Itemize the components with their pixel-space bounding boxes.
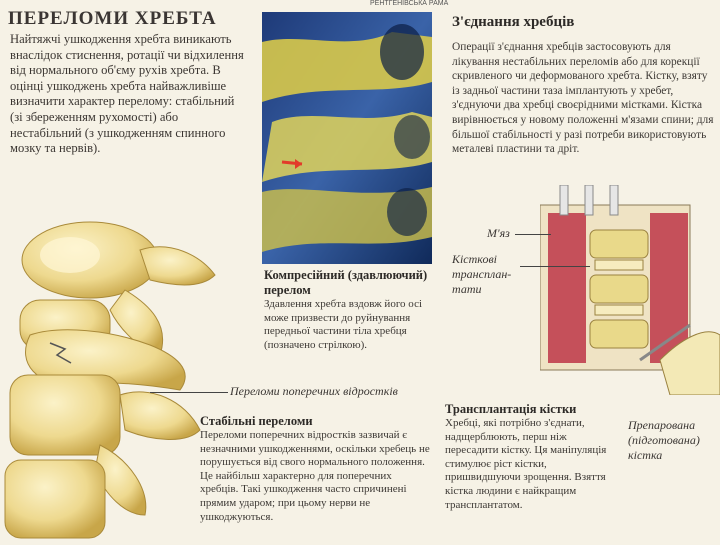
xray-label: РЕНТГЕНІВСЬКА РАМА bbox=[370, 0, 449, 7]
graft-caption bbox=[445, 402, 615, 512]
transverse-pointer-line bbox=[150, 392, 228, 393]
stable-body: Переломи поперечних відростків зазвичай є незначними ушкодженнями, оскільки хребець не порушується від свого нормального положення. Це найбільш характерно для поперечних хребців. Такі ушкодження часто спричинені прямим ударом; при цьому нерви не ушкоджуються. bbox=[200, 429, 430, 523]
compression-title: Компресійний (здавлюючий) перелом bbox=[264, 268, 428, 297]
stable-caption bbox=[200, 414, 430, 524]
bone-grafts-label: Кісткові трансплан-тати bbox=[452, 252, 512, 296]
stable-title: Стабільні переломи bbox=[200, 414, 313, 428]
fusion-title: З'єднання хребців bbox=[452, 14, 575, 30]
prepared-bone-label: Препарована (підготована) кістка bbox=[628, 418, 700, 462]
transverse-label: Переломи поперечних відростків bbox=[230, 384, 398, 398]
muscle-pointer-line bbox=[515, 234, 551, 235]
xray-image bbox=[262, 12, 432, 264]
bone-grafts-pointer-line bbox=[520, 266, 590, 267]
compression-caption bbox=[264, 268, 434, 352]
intro-text: Найтяжчі ушкодження хребта виникають внаслідок стиснення, ротації чи відхилення від нормального об'єму рухів хребта. В оцінці ушкоджень хребта найважливіше визначити характер перелому: стабільний (зі збереженням рухомості) або нестабільний (з ушкодженням спинного мозку та нервів). bbox=[10, 32, 244, 156]
graft-body: Хребці, які потрібно з'єднати, надщерблюють, перш ніж пересадити кістку. Ця маніпуляція стимулює ріст кістки, пришвидшуючи зрощення. Взяття кістка людини є найкращим трансплантатом. bbox=[445, 417, 607, 511]
page-title: ПЕРЕЛОМИ ХРЕБТА bbox=[8, 8, 217, 29]
compression-body: Здавлення хребта вздовж його осі може призвести до руйнування передньої частини тіла хребця (позначено стрілкою). bbox=[264, 298, 423, 351]
graft-title: Трансплантація кістки bbox=[445, 402, 577, 416]
surgery-illustration bbox=[540, 185, 720, 395]
fusion-body: Операції з'єднання хребців застосовують для лікування нестабільних переломів або для корекції скривленого чи деформованого хребта. Кістку, взяту із задньої частини таза імплантують у хребет, з'єднуючи два хребці своєрідними містками. Кістка вирівнюється у новому положенні м'язами спини; для більшої стабільності у разі потреби використовують металеві пластини та дріт. bbox=[452, 41, 714, 156]
muscle-label: М'яз bbox=[487, 226, 510, 240]
